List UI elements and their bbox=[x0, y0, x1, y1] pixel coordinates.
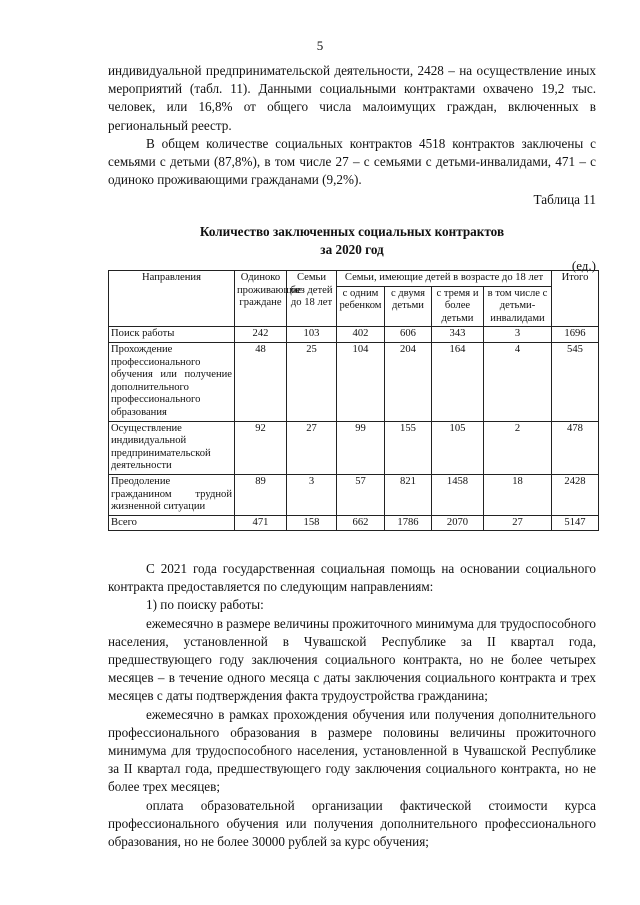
cell-total: 5147 bbox=[552, 515, 599, 531]
cell-no-children: 25 bbox=[287, 342, 337, 421]
header-with-children: Семьи, имеющие детей в возрасте до 18 лет bbox=[337, 271, 552, 287]
cell-single: 48 bbox=[235, 342, 287, 421]
outro-text bbox=[108, 560, 596, 851]
cell-disabled: 3 bbox=[484, 327, 552, 343]
header-single: Одиноко проживающие граждане bbox=[235, 271, 287, 327]
cell-disabled: 27 bbox=[484, 515, 552, 531]
table-unit: (ед.) bbox=[571, 258, 596, 273]
cell-two-children: 204 bbox=[385, 342, 432, 421]
cell-disabled: 4 bbox=[484, 342, 552, 421]
cell-no-children: 158 bbox=[287, 515, 337, 531]
cell-total: 2428 bbox=[552, 474, 599, 515]
cell-single: 242 bbox=[235, 327, 287, 343]
header-direction: Направления bbox=[109, 271, 235, 327]
row-direction: Прохождение профессионального обучения или получение дополнительного профессионального образования bbox=[109, 342, 235, 421]
row-direction: Всего bbox=[109, 515, 235, 531]
paragraph: 1) по поиску работы: bbox=[146, 597, 264, 613]
table-row bbox=[109, 474, 599, 515]
cell-two-children: 606 bbox=[385, 327, 432, 343]
header-two-children: с двумя детьми bbox=[385, 286, 432, 327]
table-row bbox=[109, 342, 599, 421]
cell-single: 89 bbox=[235, 474, 287, 515]
paragraph: ежемесячно в рамках прохождения обучения или получения дополнительного профессионального образования в размере половины величины прожиточного минимума для трудоспособного населения, установленной в Чувашской Республике за II квартал года, предшествующего году заключения социального контракта, но не более трех месяцев; bbox=[108, 706, 596, 795]
intro-text bbox=[108, 62, 596, 189]
cell-no-children: 27 bbox=[287, 421, 337, 474]
cell-three-plus: 343 bbox=[432, 327, 484, 343]
row-direction: Поиск работы bbox=[109, 327, 235, 343]
cell-total: 1696 bbox=[552, 327, 599, 343]
table-label: Таблица 11 bbox=[533, 192, 596, 207]
header-total: Итого bbox=[552, 271, 599, 327]
row-direction: Преодоление гражданином трудной жизненной ситуации bbox=[109, 474, 235, 515]
cell-three-plus: 2070 bbox=[432, 515, 484, 531]
table-title bbox=[108, 223, 596, 259]
table-row bbox=[109, 421, 599, 474]
cell-single: 92 bbox=[235, 421, 287, 474]
cell-three-plus: 105 bbox=[432, 421, 484, 474]
cell-no-children: 3 bbox=[287, 474, 337, 515]
contracts-table bbox=[108, 270, 599, 531]
paragraph: индивидуальной предпринимательской деятельности, 2428 – на осуществление иных мероприятий (табл. 11). Данными социальными контрактами охвачено 19,2 тыс. человек, или 16,8% от общего числа малоимущих граждан, включенных в региональный реестр. bbox=[108, 63, 596, 133]
header-one-child: с одним ребенком bbox=[337, 286, 385, 327]
cell-two-children: 821 bbox=[385, 474, 432, 515]
cell-single: 471 bbox=[235, 515, 287, 531]
paragraph: ежемесячно в размере величины прожиточного минимума для трудоспособного населения, установленной в Чувашской Республике за II квартал года, предшествующего году заключения социального контракта, но не более четырех месяцев – в течение одного месяца с даты заключения социального контракта и трех месяцев с даты подтверждения факта трудоустройства гражданина; bbox=[108, 615, 596, 704]
paragraph: оплата образовательной организации фактической стоимости курса профессионального обучения или получения дополнительного профессионального образования, но не более 30000 рублей за курс обучения; bbox=[108, 797, 596, 850]
cell-two-children: 155 bbox=[385, 421, 432, 474]
header-three-plus: с тремя и более детьми bbox=[432, 286, 484, 327]
table-row bbox=[109, 327, 599, 343]
page-number: 5 bbox=[316, 38, 324, 53]
cell-disabled: 2 bbox=[484, 421, 552, 474]
cell-one-child: 99 bbox=[337, 421, 385, 474]
paragraph: В общем количестве социальных контрактов 4518 контрактов заключены с семьями с детьми (87,8%), в том числе 27 – с семьями с детьми-инвалидами, 471 – с одиноко проживающими гражданами (9,2%). bbox=[108, 135, 596, 188]
cell-two-children: 1786 bbox=[385, 515, 432, 531]
paragraph: С 2021 года государственная социальная помощь на основании социального контракта предоставляется по следующим направлениям: bbox=[108, 561, 596, 595]
cell-one-child: 662 bbox=[337, 515, 385, 531]
cell-disabled: 18 bbox=[484, 474, 552, 515]
cell-one-child: 104 bbox=[337, 342, 385, 421]
table-total-row bbox=[109, 515, 599, 531]
cell-three-plus: 164 bbox=[432, 342, 484, 421]
cell-one-child: 57 bbox=[337, 474, 385, 515]
cell-no-children: 103 bbox=[287, 327, 337, 343]
cell-three-plus: 1458 bbox=[432, 474, 484, 515]
table-title-line: за 2020 год bbox=[320, 242, 384, 257]
cell-total: 478 bbox=[552, 421, 599, 474]
header-disabled: в том числе с детьми-инвалидами bbox=[484, 286, 552, 327]
cell-total: 545 bbox=[552, 342, 599, 421]
row-direction: Осуществление индивидуальной предпринимательской деятельности bbox=[109, 421, 235, 474]
cell-one-child: 402 bbox=[337, 327, 385, 343]
table-title-line: Количество заключенных социальных контрактов bbox=[199, 224, 505, 239]
header-no-children: Семьи без детей до 18 лет bbox=[287, 271, 337, 327]
